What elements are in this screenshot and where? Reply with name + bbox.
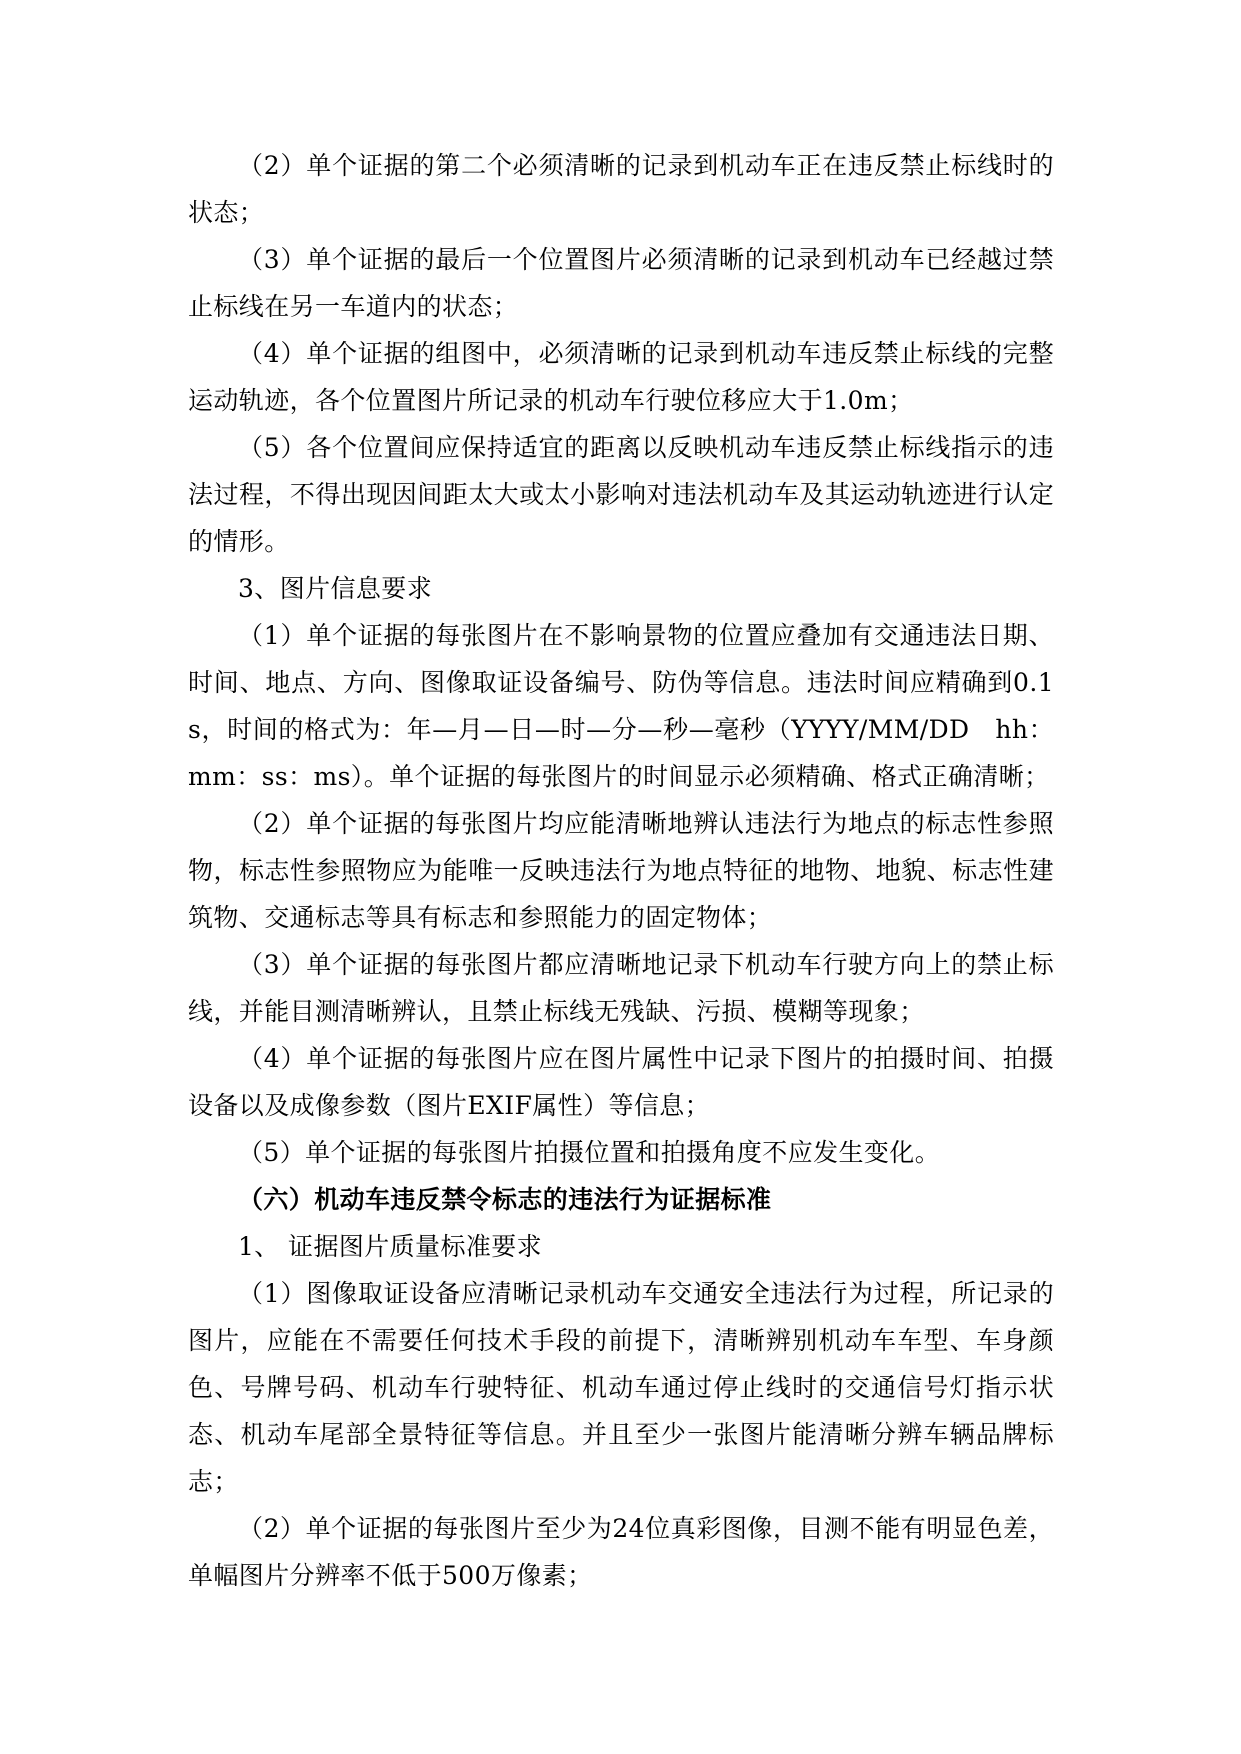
subsection-title-quality: 1、 证据图片质量标准要求 xyxy=(238,1232,543,1261)
paragraph-item-2: （2）单个证据的第二个必须清晰的记录到机动车正在违反禁止标线时的状态； xyxy=(188,151,1054,227)
document-body xyxy=(188,142,1054,1599)
paragraph-quality-1: （1）图像取证设备应清晰记录机动车交通安全违法行为过程，所记录的图片，应能在不需要任何技术手段的前提下，清晰辨别机动车车型、车身颜色、号牌号码、机动车行驶特征、机动车通过停止线时的交通信号灯指示状态、机动车尾部全景特征等信息。并且至少一张图片能清晰分辨车辆品牌标志； xyxy=(188,1279,1054,1496)
paragraph-image-info-4: （4）单个证据的每张图片应在图片属性中记录下图片的拍摄时间、拍摄设备以及成像参数（图片EXIF属性）等信息； xyxy=(188,1044,1054,1120)
section-heading-six: （六）机动车违反禁令标志的违法行为证据标准 xyxy=(238,1185,772,1214)
paragraph-item-4: （4）单个证据的组图中，必须清晰的记录到机动车违反禁止标线的完整运动轨迹，各个位置图片所记录的机动车行驶位移应大于1.0m； xyxy=(188,339,1054,415)
paragraph-image-info-2: （2）单个证据的每张图片均应能清晰地辨认违法行为地点的标志性参照物，标志性参照物应为能唯一反映违法行为地点特征的地物、地貌、标志性建筑物、交通标志等具有标志和参照能力的固定物体； xyxy=(188,809,1054,932)
paragraph-image-info-5: （5）单个证据的每张图片拍摄位置和拍摄角度不应发生变化。 xyxy=(238,1138,941,1167)
subsection-title-image-info: 3、图片信息要求 xyxy=(238,574,433,603)
paragraph-quality-2: （2）单个证据的每张图片至少为24位真彩图像，目测不能有明显色差，单幅图片分辨率不低于500万像素； xyxy=(188,1514,1054,1590)
paragraph-item-5: （5）各个位置间应保持适宜的距离以反映机动车违反禁止标线指示的违法过程，不得出现因间距太大或太小影响对违法机动车及其运动轨迹进行认定的情形。 xyxy=(188,433,1054,556)
paragraph-image-info-3: （3）单个证据的每张图片都应清晰地记录下机动车行驶方向上的禁止标线，并能目测清晰辨认，且禁止标线无残缺、污损、模糊等现象； xyxy=(188,950,1054,1026)
paragraph-image-info-1: （1）单个证据的每张图片在不影响景物的位置应叠加有交通违法日期、时间、地点、方向、图像取证设备编号、防伪等信息。违法时间应精确到0.1s，时间的格式为：年—月—日—时—分—秒—毫秒（YYYY/MM/DD hh：mm：ss：ms）。单个证据的每张图片的时间显示必须精确、格式正确清晰； xyxy=(188,621,1054,791)
paragraph-item-3: （3）单个证据的最后一个位置图片必须清晰的记录到机动车已经越过禁止标线在另一车道内的状态； xyxy=(188,245,1054,321)
